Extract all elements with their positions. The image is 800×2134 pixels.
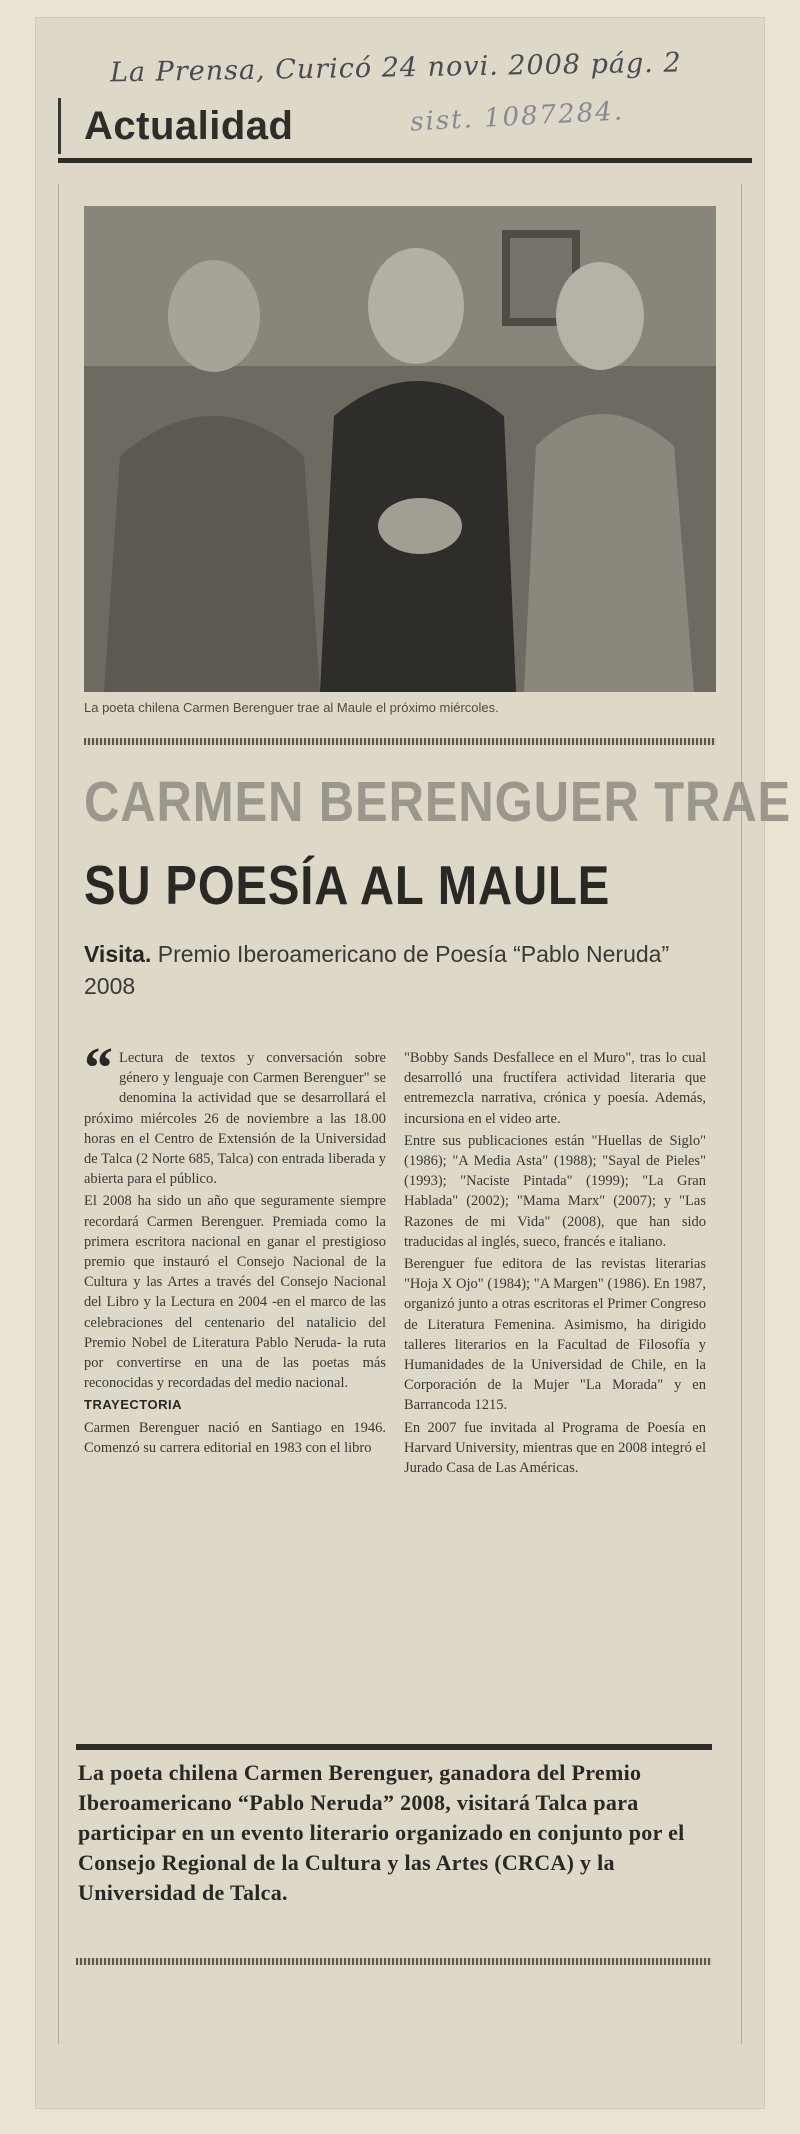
summary-box: La poeta chilena Carmen Berenguer, ganadora del Premio Iberoamericano “Pablo Neruda” 2008, visitará Talca para participar en un evento literario organizado en conjunto por el Consejo Regional de la Cultura y las Artes (CRCA) y la Universidad de Talca. [78, 1760, 685, 1905]
deck [84, 938, 684, 1002]
deck-text: Premio Iberoamericano de Poesía “Pablo Neruda” 2008 [84, 941, 670, 999]
paragraph: "Bobby Sands Desfallece en el Muro", tras lo cual desarrolló una fructífera actividad literaria que entremezcla narrativa, crónica y poesía. Además, incursiona en el video arte. [404, 1050, 706, 1127]
top-rule [58, 158, 752, 163]
article-photo [84, 206, 716, 692]
article-column-right [404, 1048, 706, 1480]
handwritten-source-note: La Prensa, Curicó 24 novi. 2008 pág. 2 [109, 47, 682, 89]
quote-mark: “ [84, 1035, 113, 1100]
paragraph: Lectura de textos y conversación sobre género y lenguaje con Carmen Berenguer" se denomina la actividad que se desarrollará el próximo miércoles 26 de noviembre a las 18.00 horas en el Centro de Extensión de la Universidad de Talca (2 Norte 685, Talca) con entrada liberada y abierta para el público. [84, 1050, 386, 1188]
paragraph: En 2007 fue invitada al Programa de Poesía en Harvard University, mientras que en 2008 integró el Jurado Casa de Las Américas. [404, 1419, 706, 1477]
headline-line-1: CARMEN BERENGUER TRAE [84, 770, 792, 834]
subheading: TRAYECTORIA [84, 1397, 182, 1413]
handwritten-catalog-code: sist. 1087284. [409, 96, 625, 138]
paragraph: El 2008 ha sido un año que seguramente siempre recordará Carmen Berenguer. Premiada como la primera escritora nacional en ganar el prestigioso premio que instauró el Consejo Nacional de la Cultura y las Artes a través del Consejo Nacional del Libro y la Lectura en 2004 -en el marco de las celebraciones del centenario del natalicio del Premio Nobel de Literatura Pablo Neruda- la ruta por convertirse en una de las poetas más reconocidas y recordadas del medio nacional. [84, 1193, 386, 1392]
summary-rule [76, 1744, 712, 1750]
paragraph: Berenguer fue editora de las revistas literarias "Hoja X Ojo" (1984); "A Margen" (1986). En 1987, organizó junto a otras escritoras el Primer Congreso de Literatura Femenina. Asimismo, ha dirigido talleres literarios en la Facultad de Filosofía y Humanidades de la Universidad de Chile, en la Corporación de la Mujer "La Morada" y en Barrancoda 1215. [404, 1256, 706, 1414]
paragraph: Entre sus publicaciones están "Huellas de Siglo" (1986); "A Media Asta" (1988); "Sayal de Pieles" (1993); "Naciste Pintada" (1999); "La Gran Hablada" (2002); "Mama Marx" (2007); y "Las Razones de mi Vida" (2008), que han sido traducidas al inglés, sueco, francés e italiano. [404, 1132, 706, 1250]
dotted-rule [84, 738, 716, 745]
paragraph: Carmen Berenguer nació en Santiago en 1946. Comenzó su carrera editorial en 1983 con el libro [84, 1419, 386, 1456]
section-marker [58, 98, 61, 154]
headline-line-2: SU POESÍA AL MAULE [84, 854, 611, 916]
end-rule [76, 1958, 712, 1965]
photo-caption: La poeta chilena Carmen Berenguer trae al Maule el próximo miércoles. [84, 700, 499, 715]
article-column-left [84, 1035, 386, 1460]
section-title: Actualidad [84, 104, 294, 148]
deck-kicker: Visita. [84, 941, 152, 967]
